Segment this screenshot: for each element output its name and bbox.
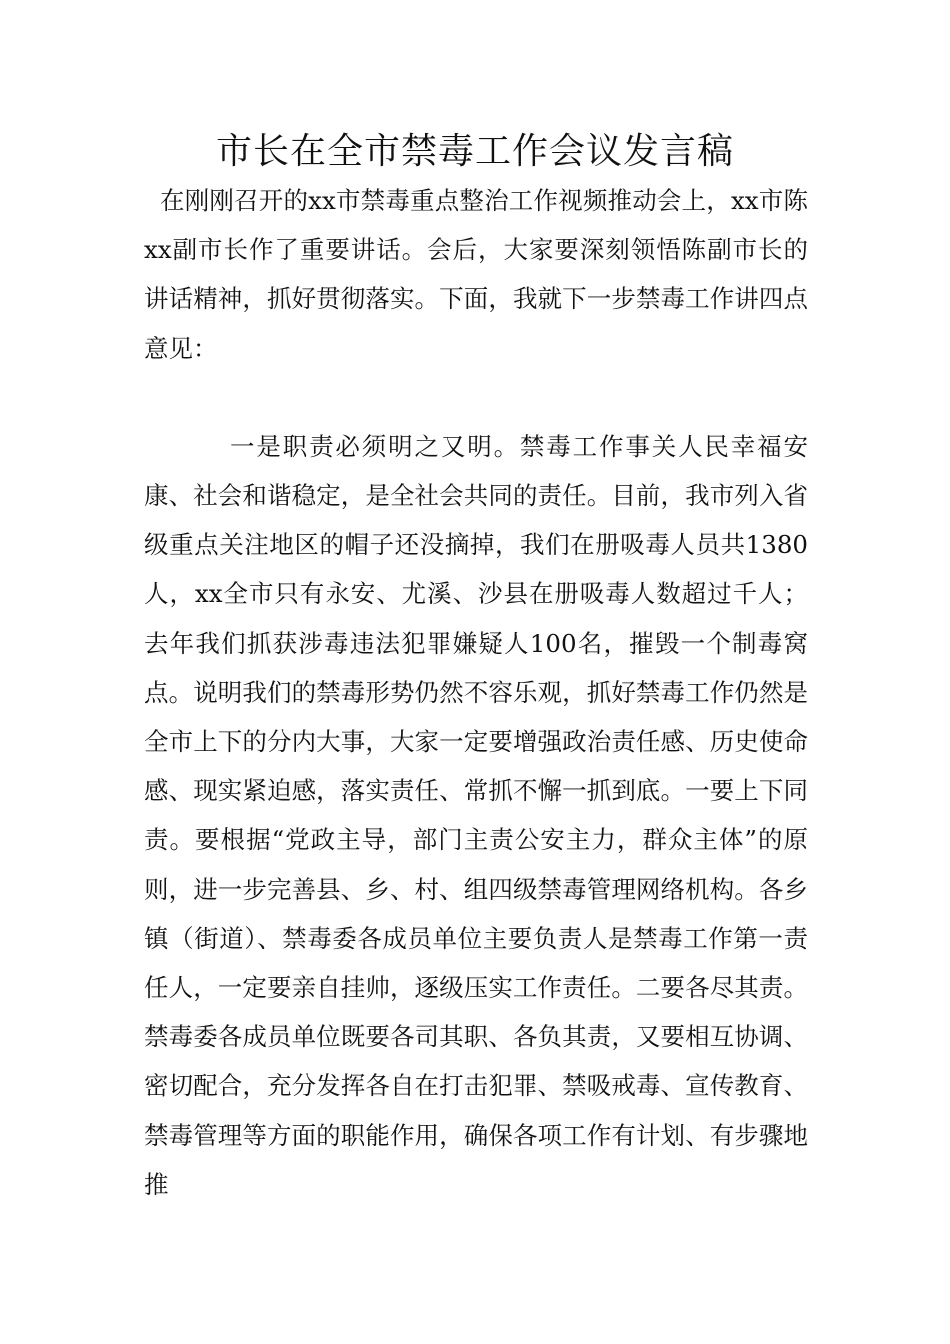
- paragraph-intro: 在刚刚召开的xx市禁毒重点整治工作视频推动会上，xx市陈xx副市长作了重要讲话。会后，大家要深刻领悟陈副市长的讲话精神，抓好贯彻落实。下面，我就下一步禁毒工作讲四点意见：: [144, 186, 808, 363]
- paragraph-point-one: 一是职责必须明之又明。禁毒工作事关人民幸福安康、社会和谐稳定，是全社会共同的责任。目前，我市列入省级重点关注地区的帽子还没摘掉，我们在册吸毒人员共1380人，xx全市只有永安、尤溪、沙县在册吸毒人数超过千人；去年我们抓获涉毒违法犯罪嫌疑人100名，摧毁一个制毒窝点。说明我们的禁毒形势仍然不容乐观，抓好禁毒工作仍然是全市上下的分内大事，大家一定要增强政治责任感、历史使命感、现实紧迫感，落实责任、常抓不懈一抓到底。一要上下同责。要根据“党政主导，部门主责公安主力，群众主体”的原则，进一步完善县、乡、村、组四级禁毒管理网络机构。各乡镇（街道）、禁毒委各成员单位主要负责人是禁毒工作第一责任人，一定要亲自挂帅，逐级压实工作责任。二要各尽其责。禁毒委各成员单位既要各司其职、各负其责，又要相互协调、密切配合，充分发挥各自在打击犯罪、禁吸戒毒、宣传教育、禁毒管理等方面的职能作用，确保各项工作有计划、有步骤地推: [144, 431, 808, 1199]
- document-title: 市长在全市禁毒工作会议发言稿: [215, 131, 734, 172]
- document-body: [144, 176, 808, 1209]
